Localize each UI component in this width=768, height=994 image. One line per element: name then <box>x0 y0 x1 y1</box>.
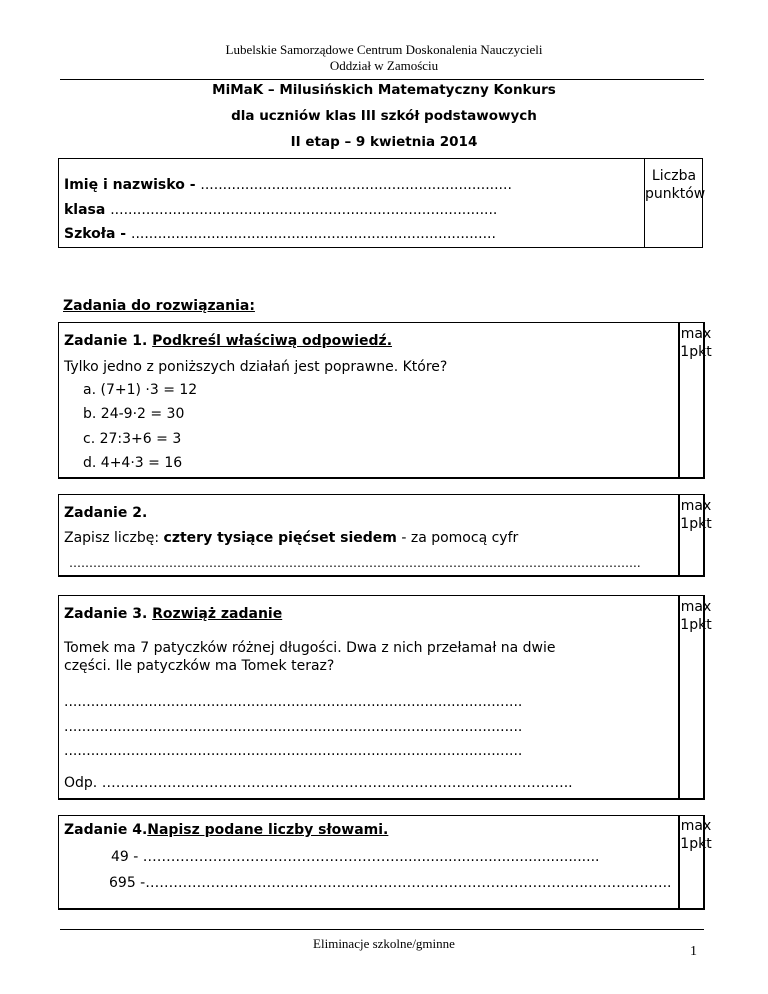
task1-question: Tylko jedno z poniższych działań jest poprawne. Które? <box>64 359 448 375</box>
school-field[interactable] <box>64 226 496 242</box>
task3-answer-dots-1[interactable]: ....................................................................................................... <box>64 694 523 710</box>
task1-option-a[interactable]: a. (7+1) ·3 = 12 <box>83 382 198 398</box>
task4-points: max 1pkt <box>680 818 712 852</box>
task3-text-line2: części. Ile patyczków ma Tomek teraz? <box>64 658 335 674</box>
task4-box <box>58 815 712 910</box>
task1-box <box>58 322 712 479</box>
name-label: Imię i nazwisko - <box>64 177 201 193</box>
task4-instruction: Napisz podane liczby słowami. <box>147 822 389 838</box>
task3-box <box>58 595 712 800</box>
task3-points: max 1pkt <box>680 599 712 633</box>
task2-label: Zadanie 2. <box>64 505 148 521</box>
task3-instruction: Rozwiąż zadanie <box>152 606 283 622</box>
task3-answer-dots-2[interactable]: ....................................................................................................... <box>64 719 523 735</box>
task1-heading <box>64 333 392 349</box>
task2-box <box>58 494 712 577</box>
points-label-line1: Liczba <box>651 168 697 184</box>
task4-heading <box>64 822 388 838</box>
task1-label: Zadanie 1. <box>64 333 153 349</box>
class-field[interactable] <box>64 202 497 218</box>
task1-option-c[interactable]: c. 27:3+6 = 3 <box>83 431 182 447</box>
task1-option-d[interactable]: d. 4+4·3 = 16 <box>83 455 183 471</box>
institution-name: Lubelskie Samorządowe Centrum Doskonalenia Nauczycieli <box>225 42 543 57</box>
contest-title: MiMaK – Milusińskich Matematyczny Konkurs <box>212 82 556 98</box>
contest-stage-date: II etap – 9 kwietnia 2014 <box>290 134 478 150</box>
header-divider <box>60 79 704 80</box>
tasks-heading: Zadania do rozwiązania: <box>63 298 255 314</box>
task4-line-695[interactable]: 695 -…………………………………………………………………………………..………….….. <box>109 875 672 891</box>
task3-answer-line[interactable]: Odp. ……………………………………………………………………………………….. <box>64 775 573 791</box>
task3-text-line1: Tomek ma 7 patyczków różnej długości. Dwa z nich przełamał na dwie <box>64 640 556 656</box>
points-label-line2: punktów <box>645 186 706 202</box>
page-number: 1 <box>690 944 697 959</box>
school-label: Szkoła - <box>64 226 131 242</box>
task4-line-49[interactable]: 49 - ……………………………………………….............................................. <box>111 849 600 865</box>
name-field[interactable] <box>64 177 512 193</box>
class-label: klasa <box>64 202 111 218</box>
task2-points: max 1pkt <box>680 498 712 532</box>
task3-heading <box>64 606 282 622</box>
task2-instruction: Zapisz liczbę: cztery tysiące pięćset siedem - za pomocą cyfr <box>64 530 519 546</box>
contest-subtitle: dla uczniów klas III szkół podstawowych <box>231 108 537 124</box>
task1-points: max 1pkt <box>680 326 712 360</box>
task2-number-words: cztery tysiące pięćset siedem <box>163 530 397 546</box>
footer-text: Eliminacje szkolne/gminne <box>313 936 455 951</box>
student-info-box <box>58 158 706 248</box>
task3-label: Zadanie 3. <box>64 606 153 622</box>
task2-answer-line[interactable]: …………………………………………………………………………………………………………………………….. <box>69 556 641 570</box>
task1-option-b[interactable]: b. 24-9·2 = 30 <box>83 406 185 422</box>
footer-divider <box>60 929 704 930</box>
task3-answer-dots-3[interactable]: ....................................................................................................... <box>64 743 523 759</box>
task4-label: Zadanie 4. <box>64 822 148 838</box>
class-dots: ....................................................................................... <box>110 202 498 218</box>
points-header <box>645 167 706 203</box>
task1-instruction: Podkreśl właściwą odpowiedź. <box>152 333 393 349</box>
institution-branch: Oddział w Zamościu <box>329 58 439 73</box>
name-dots: ...................................................................... <box>200 177 512 193</box>
school-dots: .................................................................................. <box>131 226 496 242</box>
